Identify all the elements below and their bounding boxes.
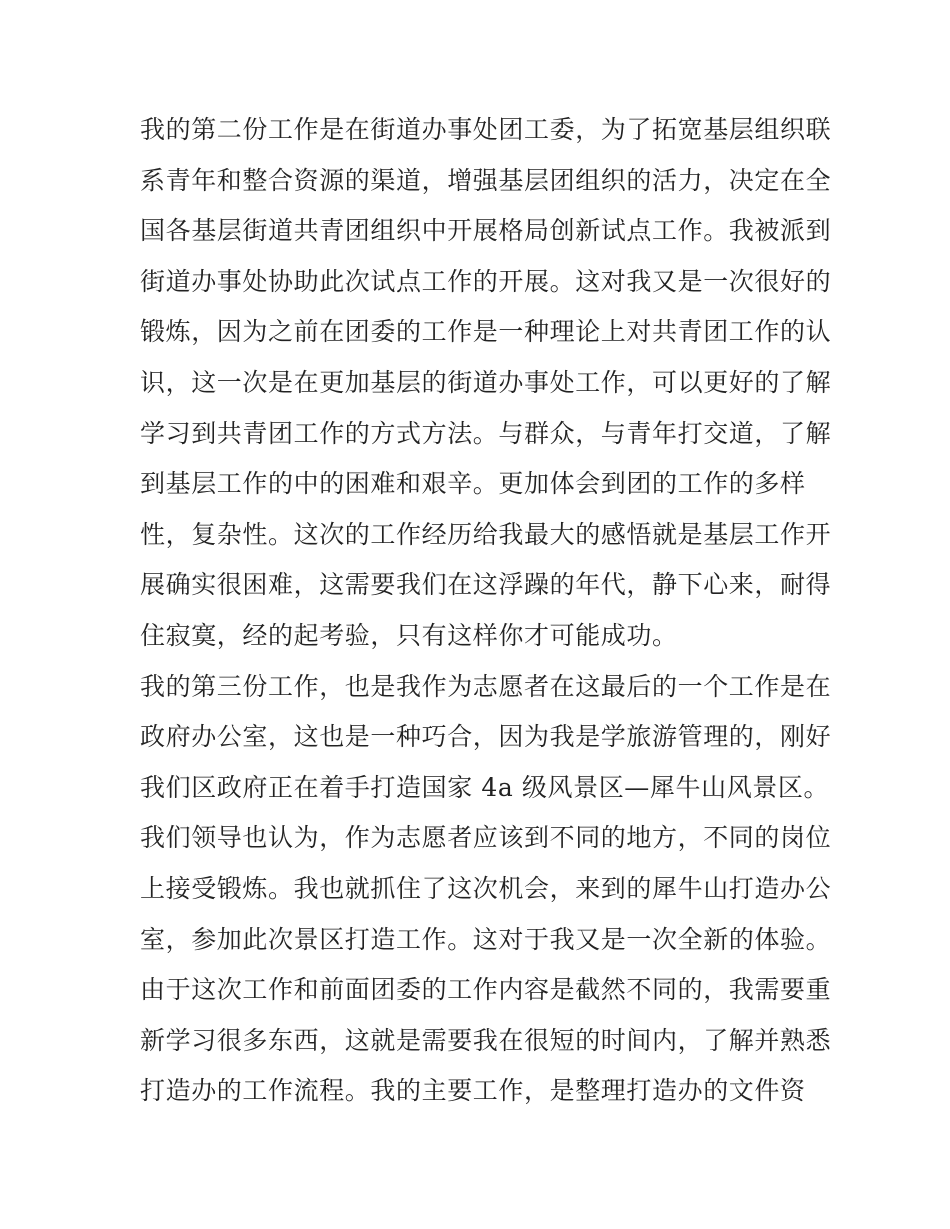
text-line: 打造办的工作流程。我的主要工作，是整理打造办的文件资 [140,1076,806,1106]
text-line: 我的第二份工作是在街道办事处团工委，为了拓宽基层组织联 [140,115,832,144]
text-line: 街道办事处协助此次试点工作的开展。这对我又是一次很好的 [140,266,832,296]
text-line: 我们区政府正在着手打造国家 4a 级风景区—犀牛山风景区。 [140,772,830,802]
text-line: 识，这一次是在更加基层的街道办事处工作，可以更好的了解 [140,367,832,397]
text-line: 展确实很困难，这需要我们在这浮躁的年代，静下心来，耐得 [140,570,832,600]
text-line: 我们领导也认为，作为志愿者应该到不同的地方，不同的岗位 [140,823,832,853]
text-line: 我的第三份工作，也是我作为志愿者在这最后的一个工作是在 [140,671,832,701]
text-line: 学习到共青团工作的方式方法。与群众，与青年打交道，了解 [140,418,832,448]
text-line: 系青年和整合资源的渠道，增强基层团组织的活力，决定在全 [140,165,832,195]
document-body [140,105,840,1117]
text-line: 新学习很多东西，这就是需要我在很短的时间内，了解并熟悉 [140,1025,832,1055]
text-line: 政府办公室，这也是一种巧合，因为我是学旅游管理的，刚好 [140,722,832,752]
text-line: 性，复杂性。这次的工作经历给我最大的感悟就是基层工作开 [140,519,832,549]
text-line: 锻炼，因为之前在团委的工作是一种理论上对共青团工作的认 [140,317,832,347]
text-line: 上接受锻炼。我也就抓住了这次机会，来到的犀牛山打造办公 [140,873,832,903]
text-line: 国各基层街道共青团组织中开展格局创新试点工作。我被派到 [140,216,832,246]
text-line: 到基层工作的中的困难和艰辛。更加体会到团的工作的多样 [140,469,806,499]
paragraph-2 [140,662,840,1117]
text-line: 由于这次工作和前面团委的工作内容是截然不同的，我需要重 [140,975,832,1005]
text-line: 室，参加此次景区打造工作。这对于我又是一次全新的体验。 [140,924,832,954]
paragraph-1 [140,105,840,662]
text-line: 住寂寞，经的起考验，只有这样你才可能成功。 [140,620,678,650]
